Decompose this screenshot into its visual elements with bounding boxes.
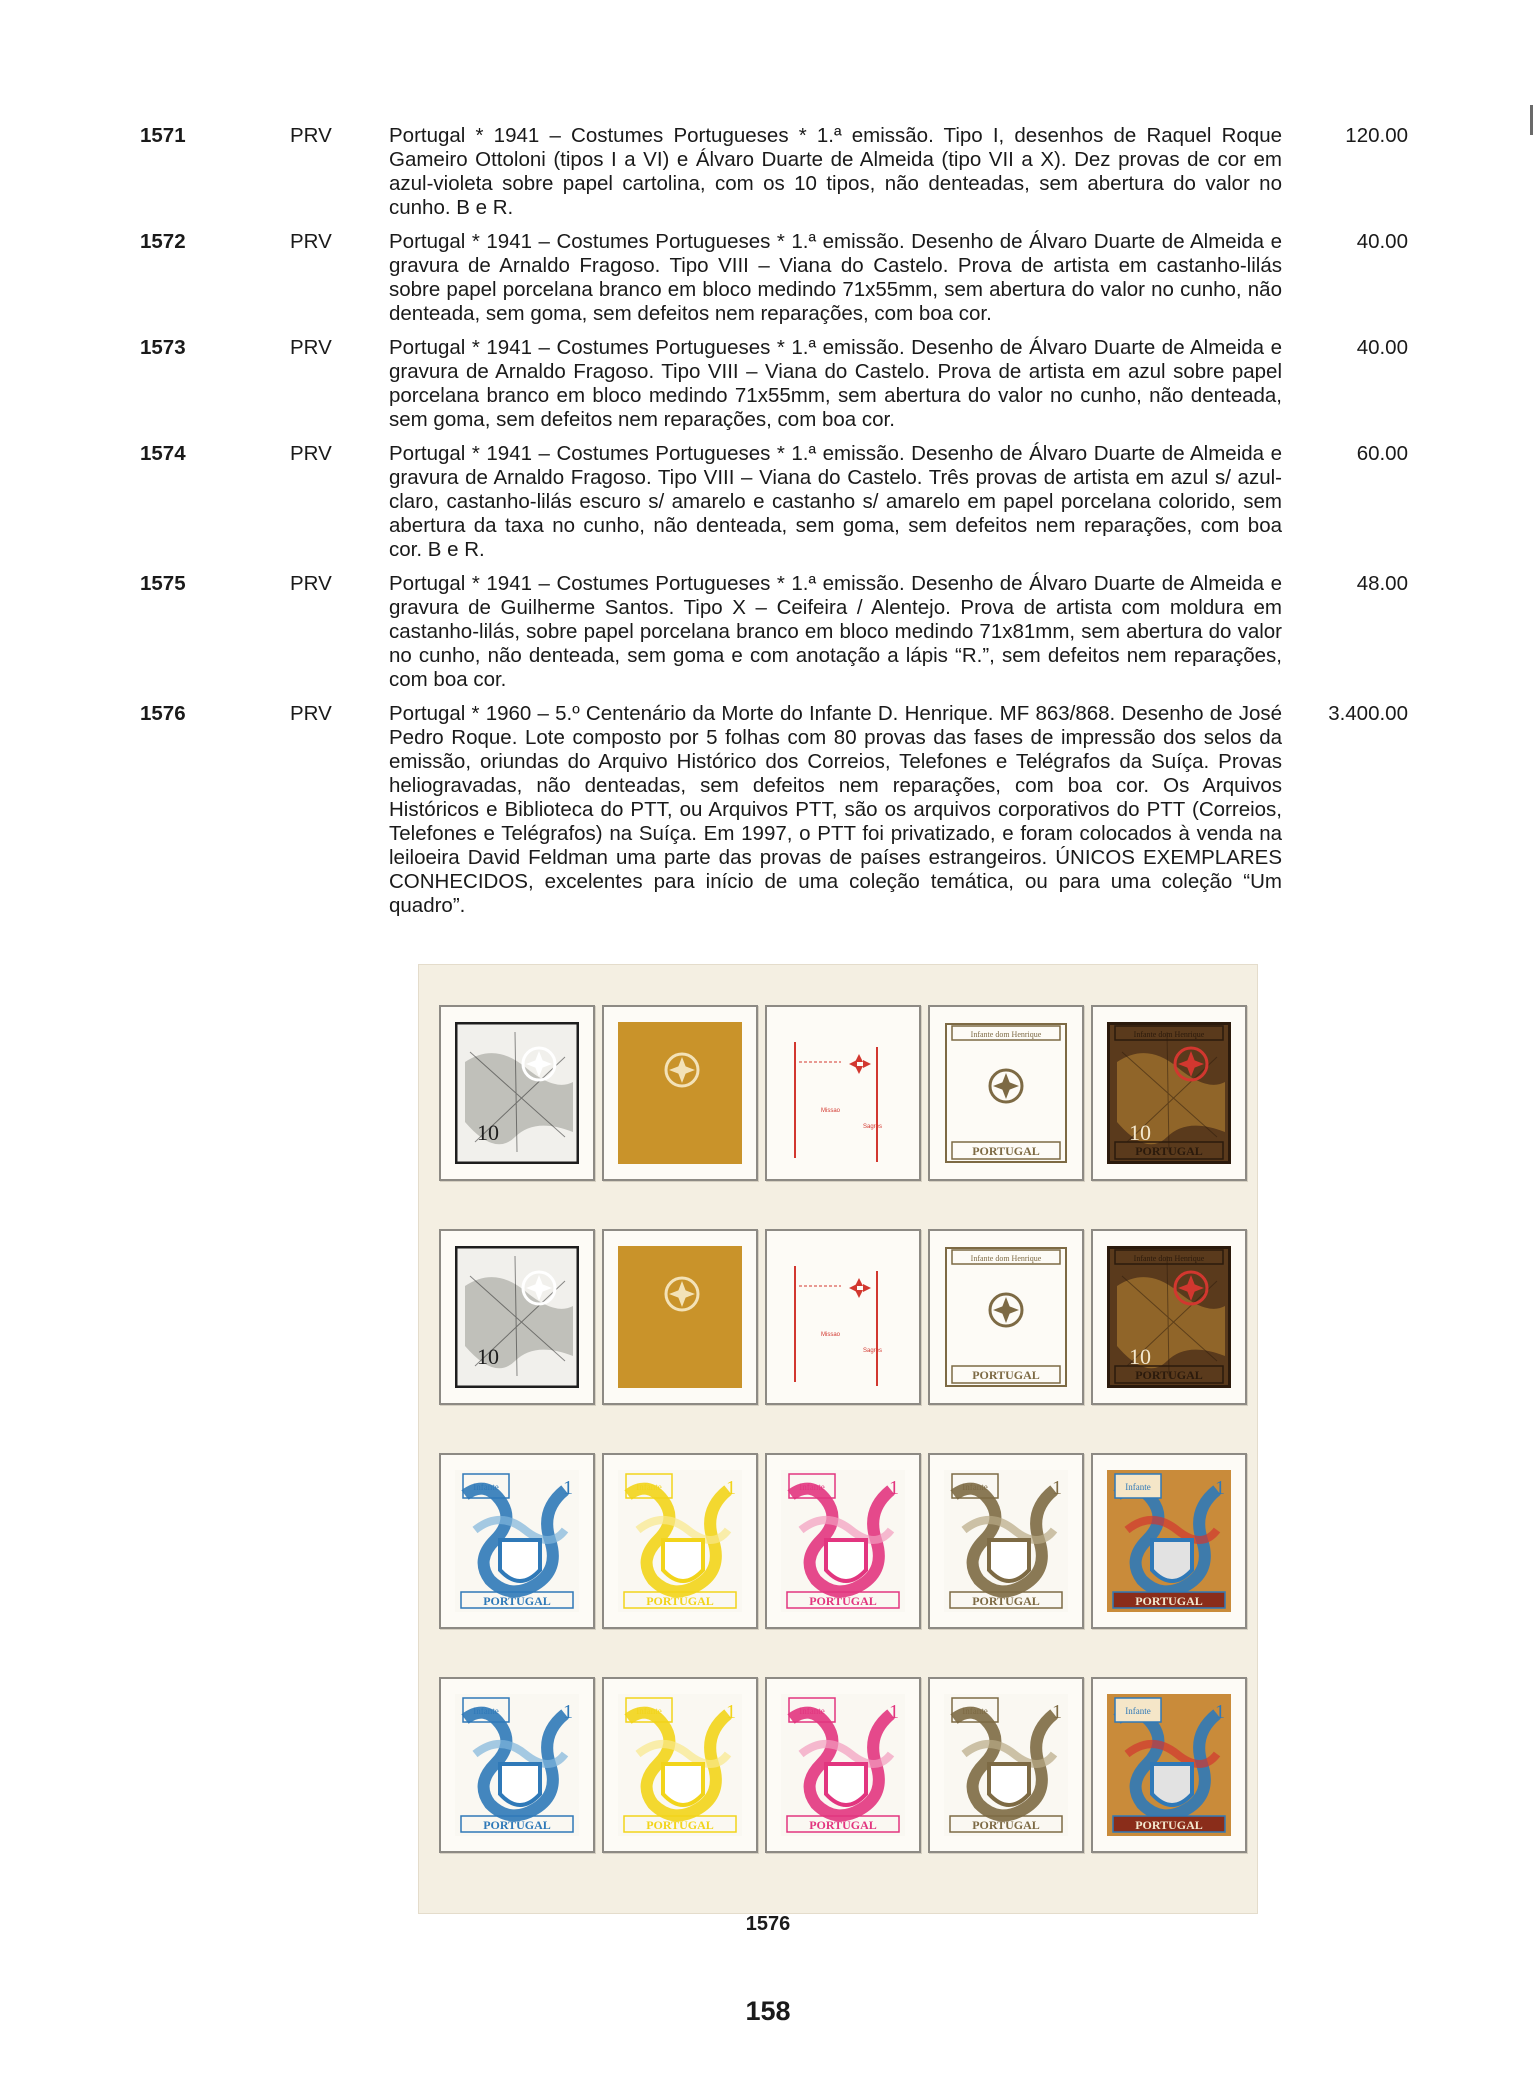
stamp-proof-artwork [781, 1246, 905, 1388]
stamp-proof-artwork [618, 1694, 742, 1836]
stamp-proof-artwork [944, 1246, 1068, 1388]
lot-type: PRV [290, 230, 332, 253]
svg-text:Infante: Infante [636, 1482, 662, 1492]
stamp-proof-arms-yellow [602, 1453, 758, 1629]
stamp-proof-compass-ochre [602, 1005, 758, 1181]
svg-text:1: 1 [889, 1701, 899, 1723]
stamp-proof-artwork [944, 1694, 1068, 1836]
svg-text:PORTUGAL: PORTUGAL [1135, 1818, 1203, 1832]
svg-text:10: 10 [477, 1120, 499, 1145]
stamp-proof-arms-yellow [602, 1677, 758, 1853]
stamp-proof-frame-olive [928, 1229, 1084, 1405]
stamp-proof-full-brown [1091, 1005, 1247, 1181]
stamp-proof-artwork [455, 1470, 579, 1612]
svg-text:Missao: Missao [821, 1108, 841, 1114]
stamp-proof-marks-red [765, 1005, 921, 1181]
svg-text:Infante: Infante [1125, 1706, 1151, 1716]
stamp-proof-artwork [618, 1022, 742, 1164]
svg-text:PORTUGAL: PORTUGAL [809, 1818, 877, 1832]
svg-text:PORTUGAL: PORTUGAL [809, 1594, 877, 1608]
lot-number: 1576 [140, 702, 186, 725]
stamp-proof-artwork [781, 1470, 905, 1612]
stamp-proof-marks-red [765, 1229, 921, 1405]
svg-text:PORTUGAL: PORTUGAL [972, 1368, 1040, 1382]
lot-description: Portugal * 1941 – Costumes Portugueses * 1.ª emissão. Desenho de Álvaro Duarte de Almeida e gravura de Arnaldo Fragoso. Tipo VIII – Viana do Castelo. Prova de artista em azul sobre papel porcelana branco em bloco medindo 71x55mm, sem abertura do valor no cunho, não denteada, sem goma, sem defeitos nem reparações, com boa cor. [389, 336, 1282, 431]
lot-list [0, 124, 1536, 928]
svg-text:PORTUGAL: PORTUGAL [972, 1818, 1040, 1832]
image-caption: 1576 [745, 1913, 791, 1935]
stamp-proof-artwork [781, 1022, 905, 1164]
svg-text:PORTUGAL: PORTUGAL [972, 1144, 1040, 1158]
svg-text:Infante: Infante [473, 1482, 499, 1492]
svg-text:1: 1 [1215, 1701, 1225, 1723]
stamp-proof-artwork [781, 1694, 905, 1836]
stamp-proof-artwork [618, 1246, 742, 1388]
lot-description: Portugal * 1941 – Costumes Portugueses * 1.ª emissão. Desenho de Álvaro Duarte de Almeida e gravura de Guilherme Santos. Tipo X – Ceifeira / Alentejo. Prova de artista com moldura em castanho-lilás, sobre papel porcelana branco em bloco medindo 71x81mm, sem abertura do valor no cunho, não denteada, sem goma e com anotação a lápis “R.”, sem defeitos nem reparações, com boa cor. [389, 572, 1282, 691]
stamp-proof-arms-blue [439, 1453, 595, 1629]
svg-text:1: 1 [1052, 1701, 1062, 1723]
svg-text:PORTUGAL: PORTUGAL [646, 1818, 714, 1832]
lot-entry [0, 572, 1536, 692]
lot-price: 40.00 [1356, 336, 1408, 359]
svg-text:1: 1 [726, 1477, 736, 1499]
stamp-proof-artwork [944, 1022, 1068, 1164]
stamp-proof-artwork [1107, 1694, 1231, 1836]
svg-text:Infante dom Henrique: Infante dom Henrique [970, 1030, 1042, 1039]
lot-number: 1572 [140, 230, 186, 253]
svg-text:1: 1 [563, 1701, 573, 1723]
svg-text:PORTUGAL: PORTUGAL [646, 1594, 714, 1608]
lot-type: PRV [290, 124, 332, 147]
svg-text:PORTUGAL: PORTUGAL [483, 1594, 551, 1608]
stamp-proof-frame-olive [928, 1005, 1084, 1181]
stamp-proof-map-black [439, 1005, 595, 1181]
lot-number: 1571 [140, 124, 186, 147]
stamp-proof-artwork [455, 1246, 579, 1388]
svg-text:10: 10 [477, 1344, 499, 1369]
stamp-proof-artwork [618, 1470, 742, 1612]
svg-text:1: 1 [726, 1701, 736, 1723]
svg-text:Infante: Infante [636, 1706, 662, 1716]
lot-price: 60.00 [1356, 442, 1408, 465]
lot-entry [0, 702, 1536, 918]
stamp-proof-artwork [1107, 1470, 1231, 1612]
svg-text:Infante dom Henrique: Infante dom Henrique [970, 1254, 1042, 1263]
stamp-proof-artwork [1107, 1246, 1231, 1388]
lot-type: PRV [290, 336, 332, 359]
svg-text:10: 10 [1129, 1344, 1151, 1369]
lot-entry [0, 442, 1536, 562]
stamp-proof-arms-full [1091, 1677, 1247, 1853]
lot-entry [0, 124, 1536, 220]
lot-number: 1573 [140, 336, 186, 359]
lot-type: PRV [290, 702, 332, 725]
stamp-proof-plate-image [418, 964, 1258, 1914]
svg-text:PORTUGAL: PORTUGAL [972, 1594, 1040, 1608]
svg-text:Infante: Infante [962, 1706, 988, 1716]
stamp-proof-artwork [1107, 1022, 1231, 1164]
svg-text:10: 10 [1129, 1120, 1151, 1145]
svg-text:1: 1 [1052, 1477, 1062, 1499]
stamp-proof-arms-olive [928, 1677, 1084, 1853]
lot-entry [0, 230, 1536, 326]
lot-number: 1575 [140, 572, 186, 595]
svg-text:Infante dom Henrique: Infante dom Henrique [1133, 1030, 1205, 1039]
svg-text:Infante dom Henrique: Infante dom Henrique [1133, 1254, 1205, 1263]
page-number: 158 [745, 1996, 791, 2026]
stamp-proof-arms-magenta [765, 1677, 921, 1853]
svg-text:Missao: Missao [821, 1332, 841, 1338]
svg-text:Infante: Infante [1125, 1482, 1151, 1492]
stamp-proof-full-brown [1091, 1229, 1247, 1405]
stamp-proof-arms-full [1091, 1453, 1247, 1629]
lot-description: Portugal * 1941 – Costumes Portugueses * 1.ª emissão. Tipo I, desenhos de Raquel Roque Gameiro Ottoloni (tipos I a VI) e Álvaro Duarte de Almeida (tipo VII a X). Dez provas de cor em azul-violeta sobre papel cartolina, com os 10 tipos, não denteadas, sem abertura do valor no cunho. B e R. [389, 124, 1282, 219]
lot-price: 48.00 [1356, 572, 1408, 595]
svg-text:Sagres: Sagres [863, 1348, 883, 1354]
stamp-proof-artwork [944, 1470, 1068, 1612]
svg-text:Infante: Infante [473, 1706, 499, 1716]
lot-number: 1574 [140, 442, 186, 465]
svg-text:1: 1 [563, 1477, 573, 1499]
stamp-proof-arms-magenta [765, 1453, 921, 1629]
svg-text:Infante: Infante [799, 1706, 825, 1716]
svg-text:PORTUGAL: PORTUGAL [1135, 1368, 1203, 1382]
lot-price: 3.400.00 [1328, 702, 1408, 725]
svg-text:1: 1 [889, 1477, 899, 1499]
lot-description: Portugal * 1941 – Costumes Portugueses * 1.ª emissão. Desenho de Álvaro Duarte de Almeida e gravura de Arnaldo Fragoso. Tipo VIII – Viana do Castelo. Três provas de artista em azul s/ azul-claro, castanho-lilás escuro s/ amarelo e castanho s/ amarelo em papel porcelana colorido, sem abertura da taxa no cunho, não denteada, sem goma, sem defeitos nem reparações, com boa cor. B e R. [389, 442, 1282, 561]
stamp-proof-arms-blue [439, 1677, 595, 1853]
svg-text:Infante: Infante [962, 1482, 988, 1492]
lot-entry [0, 336, 1536, 432]
stamp-proof-compass-ochre [602, 1229, 758, 1405]
svg-text:PORTUGAL: PORTUGAL [483, 1818, 551, 1832]
lot-price: 40.00 [1356, 230, 1408, 253]
stamp-proof-artwork [455, 1022, 579, 1164]
svg-text:Infante: Infante [799, 1482, 825, 1492]
stamp-proof-map-black [439, 1229, 595, 1405]
svg-text:Sagres: Sagres [863, 1124, 883, 1130]
svg-text:PORTUGAL: PORTUGAL [1135, 1144, 1203, 1158]
lot-description: Portugal * 1941 – Costumes Portugueses * 1.ª emissão. Desenho de Álvaro Duarte de Almeida e gravura de Arnaldo Fragoso. Tipo VIII – Viana do Castelo. Prova de artista em castanho-lilás sobre papel porcelana branco em bloco medindo 71x55mm, sem abertura do valor no cunho, não denteada, sem goma, sem defeitos nem reparações, com boa cor. [389, 230, 1282, 325]
svg-text:1: 1 [1215, 1477, 1225, 1499]
svg-text:PORTUGAL: PORTUGAL [1135, 1594, 1203, 1608]
stamp-proof-arms-olive [928, 1453, 1084, 1629]
lot-description: Portugal * 1960 – 5.º Centenário da Morte do Infante D. Henrique. MF 863/868. Desenho de José Pedro Roque. Lote composto por 5 folhas com 80 provas das fases de impressão dos selos da emissão, oriundas do Arquivo Histórico dos Correios, Telefones e Telégrafos da Suíça. Provas heliogravadas, não denteadas, sem defeitos nem reparações, com boa cor. Os Arquivos Históricos e Biblioteca do PTT, ou Arquivos PTT, são os arquivos corporativos do PTT (Correios, Telefones e Telégrafos) na Suíça. Em 1997, o PTT foi privatizado, e foram colocados à venda na leiloeira David Feldman uma parte das provas de países estrangeiros. ÚNICOS EXEMPLARES CONHECIDOS, excelentes para início de uma coleção temática, ou para uma coleção “Um quadro”. [389, 702, 1282, 917]
stamp-proof-artwork [455, 1694, 579, 1836]
lot-type: PRV [290, 572, 332, 595]
lot-type: PRV [290, 442, 332, 465]
lot-price: 120.00 [1345, 124, 1408, 147]
